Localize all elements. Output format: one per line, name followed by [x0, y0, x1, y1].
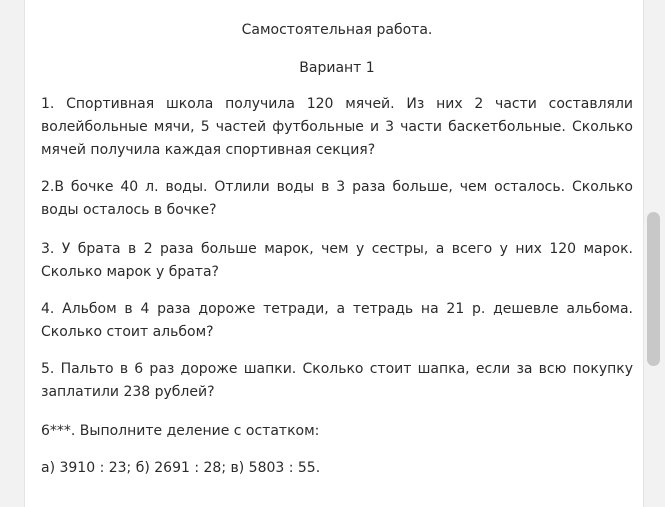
- task-6: 6***. Выполните деление с остатком:: [41, 423, 320, 439]
- task-6-items: а) 3910 : 23; б) 2691 : 28; в) 5803 : 55.: [41, 460, 321, 476]
- task-5: 5. Пальто в 6 раз дороже шапки. Сколько стоит шапка, если за всю покупку заплатили 238 рублей?: [41, 361, 633, 400]
- task-1: 1. Спортивная школа получила 120 мячей. Из них 2 части составляли волейбольные мячи, 5 частей футбольные и 3 части баскетбольные. Сколько мячей получила каждая спортивная секция?: [41, 96, 633, 158]
- document-page: [24, 0, 644, 507]
- task-2: 2.В бочке 40 л. воды. Отлили воды в 3 раза больше, чем осталось. Сколько воды осталось в бочке?: [41, 179, 633, 218]
- scrollbar-thumb[interactable]: [647, 212, 660, 366]
- variant-heading: Вариант 1: [299, 60, 375, 76]
- document-title: Самостоятельная работа.: [241, 22, 433, 38]
- task-4: 4. Альбом в 4 раза дороже тетради, а тетрадь на 21 р. дешевле альбома. Сколько стоит альбом?: [41, 301, 633, 340]
- task-3: 3. У брата в 2 раза больше марок, чем у сестры, а всего у них 120 марок. Сколько марок у брата?: [41, 241, 633, 280]
